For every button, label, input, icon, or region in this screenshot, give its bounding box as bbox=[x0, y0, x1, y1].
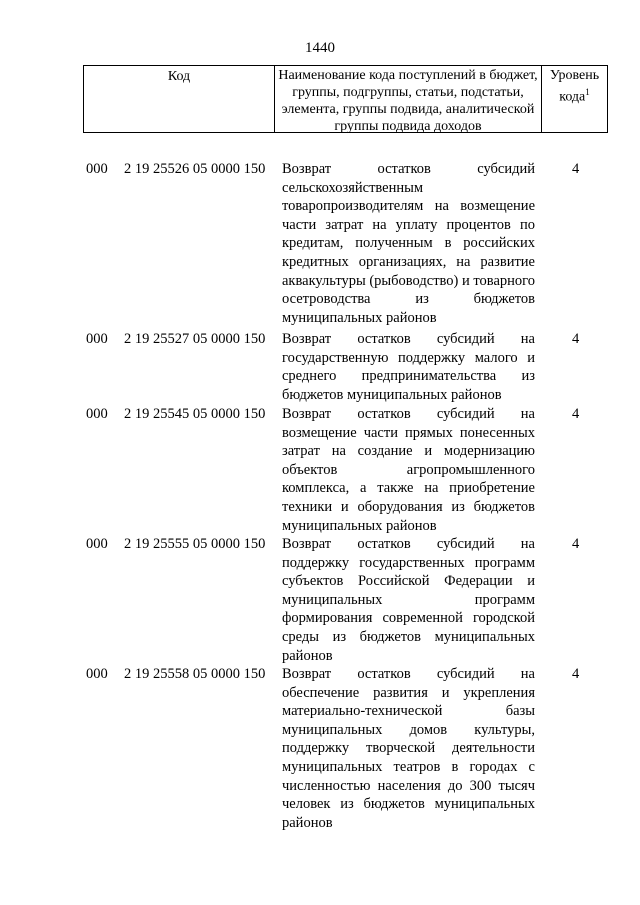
income-name: Возврат остатков субсидий на возмещение части прямых понесенных затрат на создание и модернизацию объектов агропромышленного комплекса, а также на приобретение техники и оборудования из бюджетов муниципальных районов bbox=[282, 406, 535, 534]
admin-code: 000 bbox=[86, 161, 108, 177]
header-level-label: Уровень кода bbox=[549, 68, 600, 105]
code-level: 4 bbox=[572, 406, 580, 422]
income-name: Возврат остатков субсидий на государственную поддержку малого и среднего предпринимательства из бюджетов муниципальных районов bbox=[282, 331, 535, 403]
income-name: Возврат остатков субсидий на обеспечение развития и укрепления материально-технической базы муниципальных домов культуры, поддержку творческой деятельности муниципальных театров в городах с численностью населения до 300 тысяч человек из бюджетов муниципальных районов bbox=[282, 666, 535, 831]
budget-code: 2 19 25545 05 0000 150 bbox=[124, 406, 266, 422]
code-level: 4 bbox=[572, 666, 580, 682]
budget-code: 2 19 25558 05 0000 150 bbox=[124, 666, 266, 682]
budget-code: 2 19 25527 05 0000 150 bbox=[124, 331, 266, 347]
admin-code: 000 bbox=[86, 536, 108, 552]
table-row bbox=[86, 405, 606, 535]
admin-code: 000 bbox=[86, 666, 108, 682]
header-code-label: Код bbox=[167, 69, 191, 84]
header-name-label: Наименование кода поступлений в бюджет, группы, подгруппы, статьи, подстатьи, элемента, группы подвида, аналитической группы подвида доходов bbox=[278, 68, 538, 134]
page-number: 1440 bbox=[305, 40, 335, 56]
code-level: 4 bbox=[572, 536, 580, 552]
admin-code: 000 bbox=[86, 406, 108, 422]
income-name: Возврат остатков субсидий сельскохозяйственным товаропроизводителям на возмещение части затрат на уплату процентов по кредитам, полученным в российских кредитных организациях, на развитие аквакультуры (рыбоводство) и товарного осетроводства из бюджетов муниципальных районов bbox=[282, 161, 535, 326]
table-row bbox=[86, 665, 606, 832]
footnote-marker: 1 bbox=[585, 87, 590, 97]
code-level: 4 bbox=[572, 161, 580, 177]
table-body bbox=[86, 160, 606, 832]
income-name: Возврат остатков субсидий на поддержку государственных программ субъектов Российской Федерации и муниципальных программ формирования современной городской среды из бюджетов муниципальных районов bbox=[282, 536, 535, 664]
budget-code: 2 19 25555 05 0000 150 bbox=[124, 536, 266, 552]
table-row bbox=[86, 535, 606, 665]
admin-code: 000 bbox=[86, 331, 108, 347]
code-level: 4 bbox=[572, 331, 580, 347]
header-level bbox=[542, 66, 607, 132]
header-name bbox=[274, 66, 542, 132]
table-row bbox=[86, 330, 606, 405]
budget-code: 2 19 25526 05 0000 150 bbox=[124, 161, 266, 177]
table-header bbox=[83, 65, 608, 133]
header-code bbox=[84, 66, 274, 132]
table-row bbox=[86, 160, 606, 330]
